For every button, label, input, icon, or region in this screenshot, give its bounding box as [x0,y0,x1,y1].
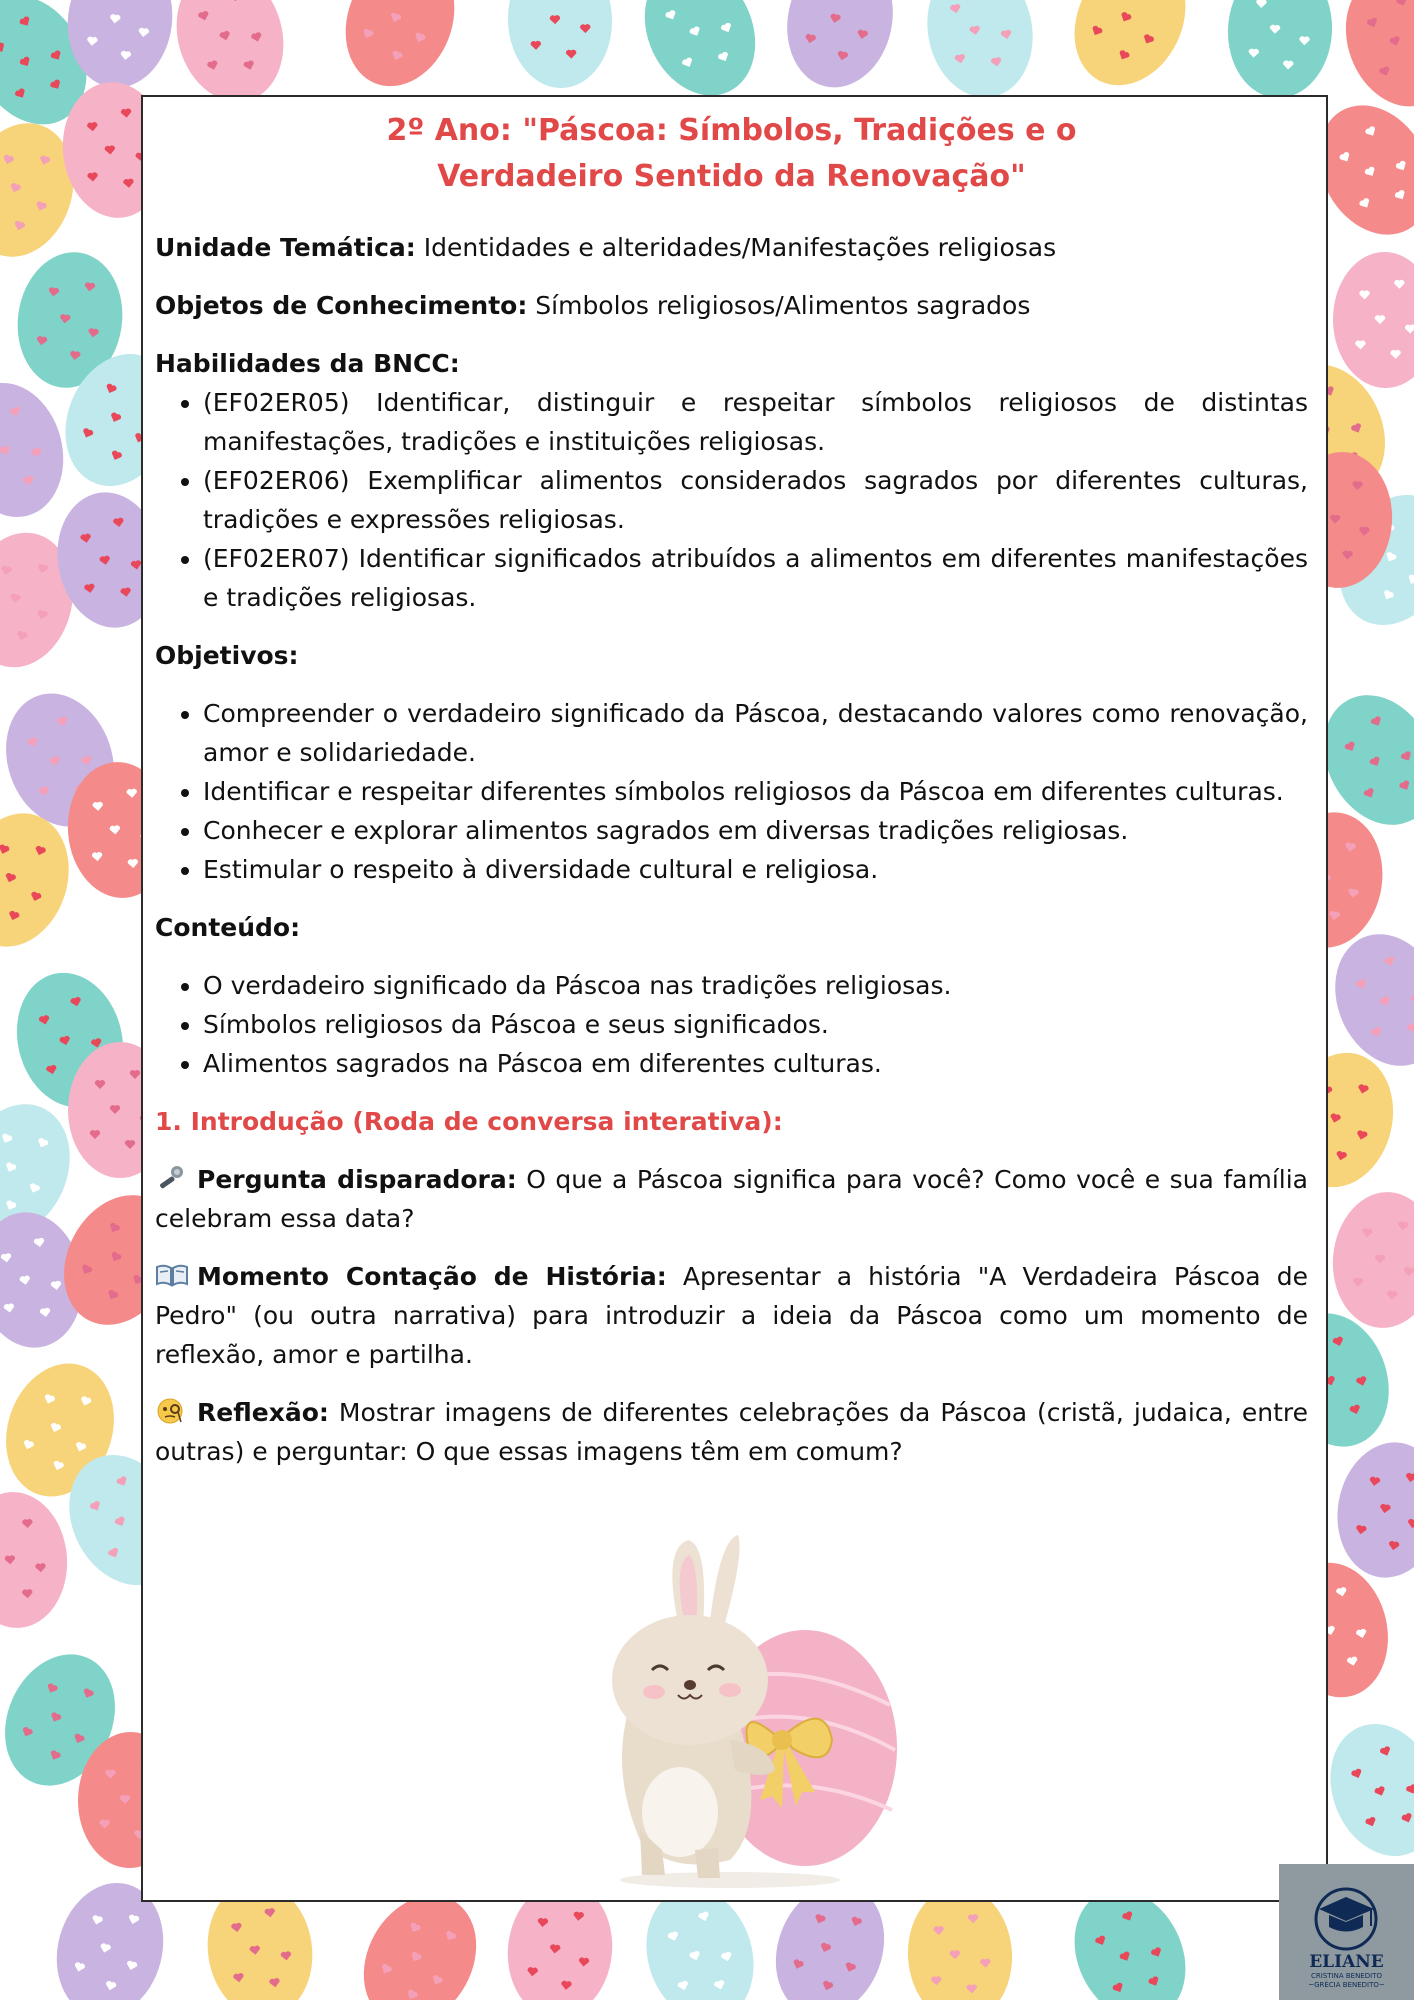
logo-name: ELIANE [1309,1952,1384,1972]
list-item: • Alimentos sagrados na Páscoa em diferentes culturas. [203,1044,1308,1083]
title-line-1: 2º Ano: "Páscoa: Símbolos, Tradições e o [386,113,1077,148]
habilidades-list [155,383,1308,617]
unidade-tematica [155,228,1308,267]
conteudo-heading: Conteúdo: [155,913,301,942]
logo-subtitle-line-1: CRISTINA BENEDITO [1311,1972,1382,1980]
easter-egg [775,0,905,97]
reflexao [155,1393,1308,1471]
reflexao-text: Mostrar imagens de diferentes celebrações da Páscoa (cristã, judaica, entre outras) e perguntar: O que essas imagens têm em comum? [155,1398,1308,1466]
list-item: • (EF02ER07) Identificar significados atribuídos a alimentos em diferentes manifestações e tradições religiosas. [203,539,1308,617]
microphone-icon [155,1164,189,1192]
list-item: • (EF02ER06) Exemplificar alimentos considerados sagrados por diferentes culturas, tradições e expressões religiosas. [203,461,1308,539]
introducao-heading: 1. Introdução (Roda de conversa interativa): [155,1107,783,1136]
reflexao-label: Reflexão: [197,1398,329,1427]
graduation-cap-icon [1279,1864,1414,1954]
easter-egg [1225,0,1336,101]
easter-egg [506,0,615,90]
easter-egg [0,371,78,529]
logo-subtitle-line-2: ~GRÉCIA BENEDITO~ [1308,1981,1385,1989]
list-item: • Identificar e respeitar diferentes símbolos religiosos da Páscoa em diferentes culturas. [203,772,1308,811]
list-item: • Conhecer e explorar alimentos sagrados em diversas tradições religiosas. [203,811,1308,850]
objetos-label: Objetos de Conhecimento: [155,291,528,320]
logo-subtitle [1279,1972,1414,1990]
objetos-value: Símbolos religiosos/Alimentos sagrados [527,291,1031,320]
bunny-with-easter-egg-illustration [570,1530,900,1890]
objetivos-list [155,694,1308,889]
pergunta-label: Pergunta disparadora: [197,1165,517,1194]
easter-egg [1332,251,1414,389]
contacao-historia [155,1257,1308,1374]
easter-egg [1053,0,1206,104]
list-item: • (EF02ER05) Identificar, distinguir e respeitar símbolos religiosos de distintas manifestações, tradições e instituições religiosas. [203,383,1308,461]
eliane-logo [1279,1864,1414,2000]
title-line-2: Verdadeiro Sentido da Renovação" [437,159,1026,194]
objetos-conhecimento [155,286,1308,325]
list-item: • O verdadeiro significado da Páscoa nas tradições religiosas. [203,966,1308,1005]
easter-egg [327,0,473,102]
habilidades-heading: Habilidades da BNCC: [155,349,460,378]
open-book-icon [155,1261,189,1289]
unidade-label: Unidade Temática: [155,233,416,262]
unidade-value: Identidades e alteridades/Manifestações religiosas [415,233,1057,262]
easter-egg [916,0,1044,107]
historia-text: Apresentar a história "A Verdadeira Páscoa de Pedro" (ou outra narrativa) para introduzir a ideia da Páscoa como um momento de reflexão, amor e partilha. [155,1262,1308,1369]
monocle-face-icon [155,1397,189,1425]
easter-egg [0,1489,72,1632]
historia-label: Momento Contação de História: [197,1262,667,1291]
easter-egg [1328,0,1414,122]
pergunta-disparadora [155,1160,1308,1238]
list-item: • Símbolos religiosos da Páscoa e seus significados. [203,1005,1308,1044]
list-item: • Compreender o verdadeiro significado da Páscoa, destacando valores como renovação, amor e solidariedade. [203,694,1308,772]
list-item: • Estimular o respeito à diversidade cultural e religiosa. [203,850,1308,889]
pergunta-text: O que a Páscoa significa para você? Como você e sua família celebram essa data? [155,1165,1308,1233]
objetivos-heading: Objetivos: [155,641,299,670]
easter-egg [1327,1434,1414,1586]
page-title [155,108,1308,200]
conteudo-list [155,966,1308,1083]
easter-egg [1327,1188,1414,1333]
lesson-plan [155,108,1308,1490]
